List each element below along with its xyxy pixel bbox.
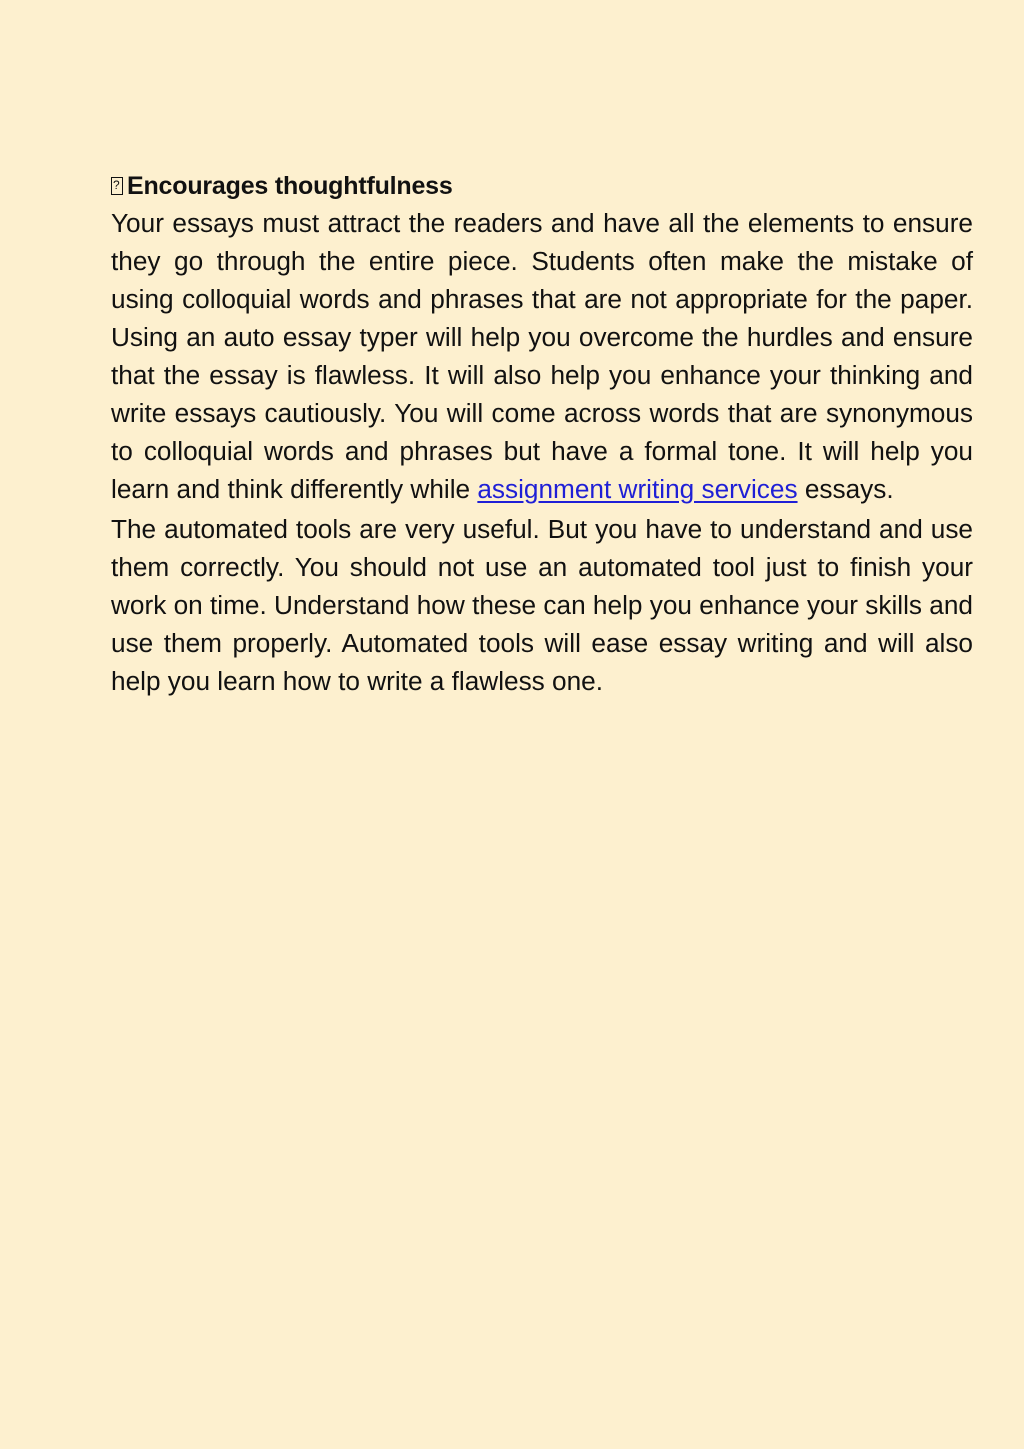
paragraph-1-text-before-link: Your essays must attract the readers and have all the elements to ensure they go through the entire piece. Students often make the mistake of using colloquial words and phrases that are not appropriate for the paper. Using an auto essay typer will help you overcome the hurdles and ensure that the essay is flawless. It will also help you enhance your thinking and write essays cautiously. You will come across words that are synonymous to colloquial words and phrases but have a formal tone. It will help you learn and think differently while [111,208,973,504]
paragraph-2: The automated tools are very useful. But you have to understand and use them correctly. You should not use an automated tool just to finish your work on time. Understand how these can help you enhance your skills and use them properly. Automated tools will ease essay writing and will also help you learn how to write a flawless one. [111,514,973,696]
section-heading-text: Encourages thoughtfulness [127,172,453,200]
paragraph-1-text-after-link: essays. [797,474,894,504]
missing-glyph-icon [111,177,123,195]
assignment-writing-services-link[interactable]: assignment writing services [477,474,798,504]
paragraph-1 [111,204,973,508]
document-page [111,168,973,702]
section-heading [111,168,973,204]
